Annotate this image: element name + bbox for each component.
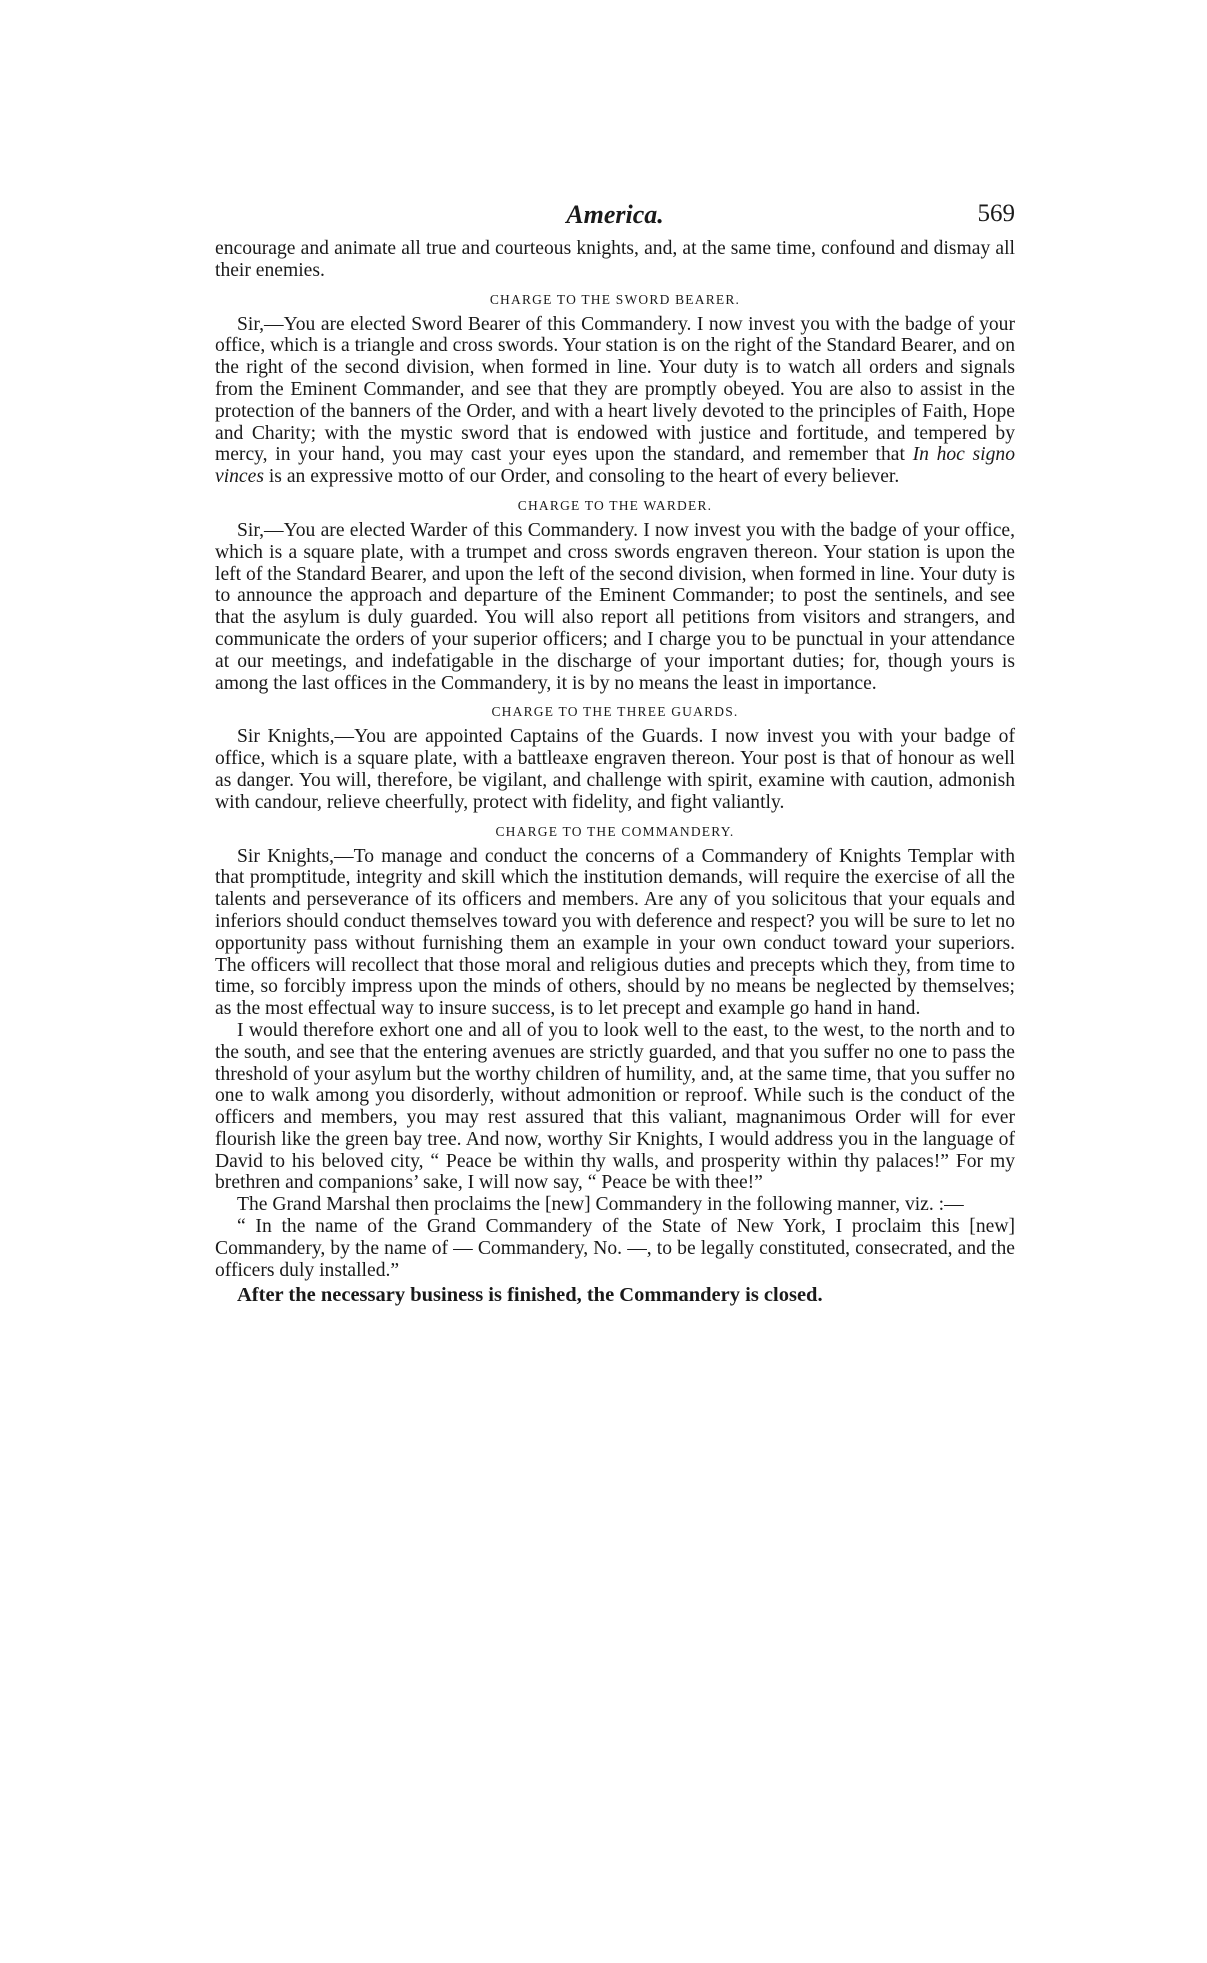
section-heading-sword-bearer: CHARGE TO THE SWORD BEARER. bbox=[489, 291, 741, 307]
running-title: America. bbox=[566, 200, 664, 229]
sword-bearer-motto: In hoc signo vinces bbox=[215, 444, 1015, 488]
commandery-charge-2: I would therefore exhort one and all of you to look well to the east, to the west, to the north and to the south, and see that the entering avenues are strictly guarded, and that you suffer no one to pass the threshold of your asylum but the worthy children of humility, and, at the same time, that you suffer no one to walk among you disorderly, without admonition or reproof. While such is the conduct of the officers and members, you may rest assured that this valiant, magnanimous Order will for ever flourish like the green bay tree. And now, worthy Sir Knights, I would address you in the language of David to his beloved city, “ Peace be within thy walls, and prosperity within thy palaces!” For my brethren and companions’ sake, I will now say, “ Peace be with thee!” bbox=[215, 1019, 1015, 1194]
warder-charge: Sir,—You are elected Warder of this Commandery. I now invest you with the badge of your office, which is a square plate, with a trumpet and cross swords engraven thereon. Your station is upon the left of the Standard Bearer, and upon the left of the second division, when formed in line. Your duty is to announce the approach and departure of the Eminent Commander; to post the sentinels, and see that the asylum is duly guarded. You will also report all petitions from visitors and strangers, and communicate the orders of your superior officers; and I charge you to be punctual in your attendance at our meetings, and indefatigable in the discharge of your important duties; for, though yours is among the last offices in the Commandery, it is by no means the least in importance. bbox=[215, 519, 1015, 694]
section-heading-three-guards: CHARGE TO THE THREE GUARDS. bbox=[491, 704, 739, 720]
grand-marshal-proclamation: “ In the name of the Grand Commandery of the State of New York, I proclaim this [new] Commandery, by the name of — Commandery, No. —, to be legally constituted, consecrated, and the officers duly installed.” bbox=[215, 1216, 1015, 1281]
commandery-charge-1: Sir Knights,—To manage and conduct the concerns of a Commandery of Knights Templar with that promptitude, integrity and skill which the institution demands, will require the exercise of all the talents and perseverance of its officers and members. Are any of you solicitous that your equals and inferiors should conduct themselves toward you with deference and respect? you will be sure to let no opportunity pass without furnishing them an example in your own conduct toward your superiors. The officers will recollect that those moral and religious duties and precepts which they, from time to time, so forcibly impress upon the minds of others, should by no means be neglected by themselves; as the most effectual way to insure success, is to let precept and example go hand in hand. bbox=[215, 845, 1015, 1020]
grand-marshal-proclamation-intro: The Grand Marshal then proclaims the [new] Commandery in the following manner, viz. :— bbox=[237, 1194, 964, 1216]
closing-line: After the necessary business is finished, the Commandery is closed. bbox=[237, 1284, 823, 1307]
section-heading-commandery: CHARGE TO THE COMMANDERY. bbox=[495, 823, 735, 839]
running-head bbox=[215, 198, 1015, 238]
section-heading-warder: CHARGE TO THE WARDER. bbox=[517, 497, 713, 513]
sword-bearer-charge bbox=[215, 314, 1015, 488]
sword-bearer-text-b: is an expressive motto of our Order, and consoling to the heart of every believer. bbox=[263, 466, 900, 488]
intro-paragraph: encourage and animate all true and courteous knights, and, at the same time, confound and dismay all their enemies. bbox=[215, 238, 1015, 281]
page-number: 569 bbox=[977, 200, 1015, 227]
three-guards-charge: Sir Knights,—You are appointed Captains of the Guards. I now invest you with your badge of office, which is a square plate, with a battleaxe engraven thereon. Your post is that of honour as well as danger. You will, therefore, be vigilant, and challenge with spirit, examine with caution, admonish with candour, relieve cheerfully, protect with fidelity, and fight valiantly. bbox=[215, 726, 1015, 813]
sword-bearer-text-a: Sir,—You are elected Sword Bearer of this Commandery. I now invest you with the badge of your office, which is a triangle and cross swords. Your station is on the right of the Standard Bearer, and on the right of the second division, when formed in line. Your duty is to watch all orders and signals from the Eminent Commander, and see that they are promptly obeyed. You are also to assist in the protection of the banners of the Order, and with a heart lively devoted to the principles of Faith, Hope and Charity; with the mystic sword that is endowed with justice and fortitude, and tempered by mercy, in your hand, you may cast your eyes upon the standard, and remember that bbox=[215, 313, 1015, 466]
book-page bbox=[215, 198, 1015, 1307]
